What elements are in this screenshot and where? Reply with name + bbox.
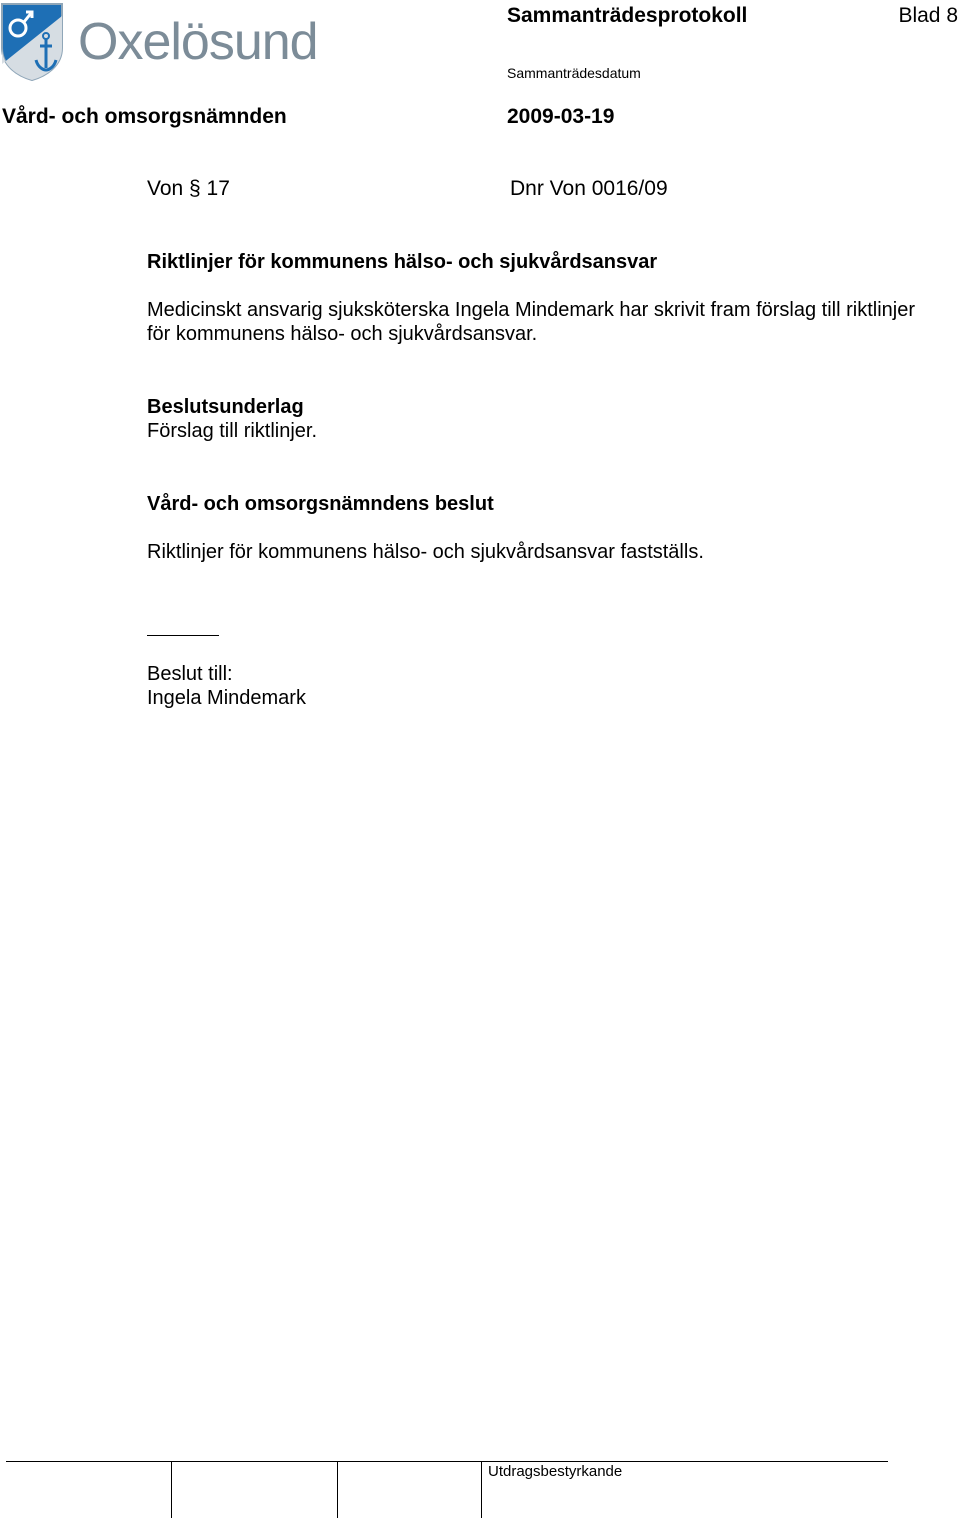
item-description: Medicinskt ansvarig sjuksköterska Ingela Mindemark har skrivit fram förslag till riktlinjer för kommunens hälso- och sjukvårdsansvar.: [147, 299, 916, 345]
basis-heading: Beslutsunderlag: [147, 396, 304, 418]
decision-recipient-label: Beslut till:: [147, 663, 233, 685]
meeting-date: 2009-03-19: [507, 105, 615, 128]
certification-label: Utdragsbestyrkande: [488, 1463, 623, 1480]
decision-heading: Vård- och omsorgsnämndens beslut: [147, 493, 494, 515]
brand-name: Oxelösund: [78, 13, 318, 71]
separator-line: [147, 635, 219, 636]
meeting-date-label: Sammanträdesdatum: [507, 65, 641, 81]
oxelosund-coat-of-arms-icon: [0, 2, 64, 82]
footer-table-top-border: [6, 1461, 888, 1462]
decision-text: Riktlinjer för kommunens hälso- och sjukvårdsansvar fastställs.: [147, 541, 704, 563]
paragraph-number: Von § 17: [147, 177, 230, 200]
page-number: Blad 8: [898, 4, 958, 27]
document-type: Sammanträdesprotokoll: [507, 4, 748, 27]
item-title: Riktlinjer för kommunens hälso- och sjukvårdsansvar: [147, 251, 658, 273]
committee-name: Vård- och omsorgsnämnden: [2, 105, 287, 128]
basis-text: Förslag till riktlinjer.: [147, 420, 318, 442]
registration-number: Dnr Von 0016/09: [510, 177, 668, 200]
decision-recipient-name: Ingela Mindemark: [147, 687, 306, 709]
footer-cell-divider: [481, 1462, 482, 1518]
footer-cell-divider: [337, 1462, 338, 1518]
footer-cell-divider: [171, 1462, 172, 1518]
